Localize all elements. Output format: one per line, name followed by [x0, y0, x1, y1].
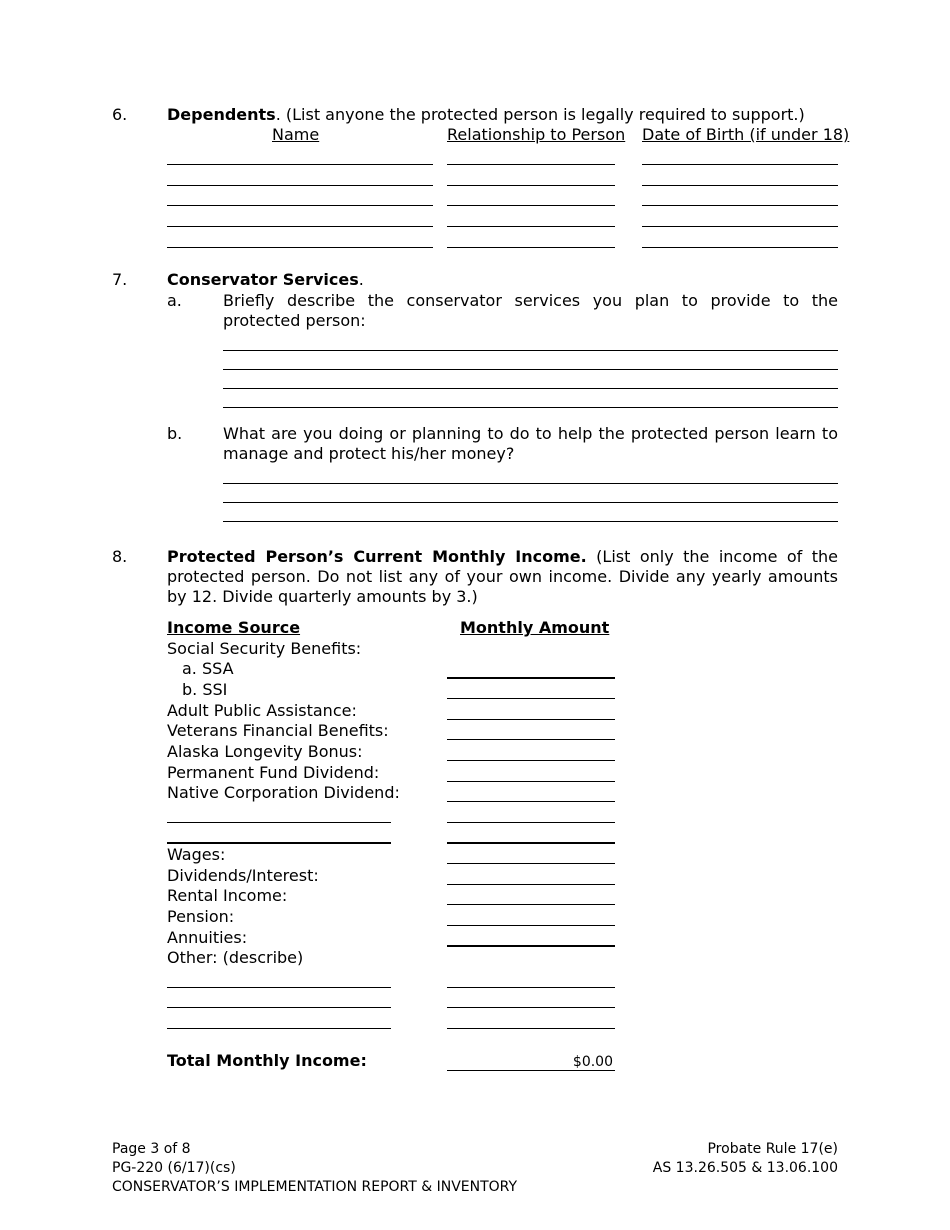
dependent-relationship-field[interactable]	[447, 205, 615, 206]
native-label: Native Corporation Dividend:	[167, 783, 400, 802]
amount-field[interactable]	[447, 945, 615, 947]
col-dob-header: Date of Birth (if under 18)	[642, 125, 850, 144]
income-source-blank[interactable]	[167, 822, 391, 823]
dependent-dob-field[interactable]	[642, 247, 838, 248]
section-6-instructions: . (List anyone the protected person is legally required to support.)	[275, 105, 805, 124]
dependent-name-field[interactable]	[167, 226, 433, 227]
services-answer-line[interactable]	[223, 369, 838, 370]
pension-label: Pension:	[167, 907, 235, 926]
services-answer-line[interactable]	[223, 388, 838, 389]
amount-field[interactable]	[447, 677, 615, 679]
footer-form-title: CONSERVATOR’S IMPLEMENTATION REPORT & INVENTORY	[112, 1179, 518, 1195]
ssi-label: b. SSI	[182, 680, 228, 699]
services-answer-line[interactable]	[223, 350, 838, 351]
section-6-number: 6.	[112, 105, 128, 124]
amount-field[interactable]	[447, 822, 615, 823]
income-source-header: Income Source	[167, 618, 301, 637]
income-source-blank[interactable]	[167, 842, 391, 844]
amount-field[interactable]	[447, 904, 615, 905]
amount-field[interactable]	[447, 1028, 615, 1029]
total-monthly-income-label: Total Monthly Income:	[167, 1051, 367, 1070]
footer-probate-rule: Probate Rule 17(e)	[707, 1141, 838, 1157]
pfd-label: Permanent Fund Dividend:	[167, 763, 380, 782]
total-monthly-income-value: $0.00	[572, 1054, 613, 1070]
dependent-dob-field[interactable]	[642, 164, 838, 165]
dependent-relationship-field[interactable]	[447, 226, 615, 227]
dependent-name-field[interactable]	[167, 164, 433, 165]
veterans-label: Veterans Financial Benefits:	[167, 721, 389, 740]
section-7b-letter: b.	[167, 424, 183, 443]
monthly-amount-header: Monthly Amount	[460, 618, 610, 637]
dividends-label: Dividends/Interest:	[167, 866, 319, 885]
section-7-title: Conservator Services	[167, 270, 359, 289]
money-answer-line[interactable]	[223, 502, 838, 503]
ssa-label: a. SSA	[182, 659, 234, 678]
amount-field[interactable]	[447, 739, 615, 740]
ss-benefits-label: Social Security Benefits:	[167, 639, 362, 658]
annuities-label: Annuities:	[167, 928, 248, 947]
dependent-relationship-field[interactable]	[447, 247, 615, 248]
section-8-instructions: (List only the income of the protected person. Do not list any of your own income. Divide any yearly amounts by 12. Divide quarterly amounts by 3.)	[167, 547, 838, 606]
section-8-heading	[167, 547, 838, 607]
amount-field[interactable]	[447, 884, 615, 885]
amount-field[interactable]	[447, 987, 615, 988]
amount-field[interactable]	[447, 781, 615, 782]
dependent-relationship-field[interactable]	[447, 164, 615, 165]
amount-field[interactable]	[447, 863, 615, 864]
amount-field[interactable]	[447, 719, 615, 720]
footer-page-number: Page 3 of 8	[112, 1141, 191, 1157]
money-answer-line[interactable]	[223, 521, 838, 522]
section-8-title: Protected Person’s Current Monthly Income.	[167, 547, 587, 566]
section-7a-question: Briefly describe the conservator services you plan to provide to the protected person:	[223, 291, 838, 330]
rental-label: Rental Income:	[167, 886, 288, 905]
section-6-heading	[167, 105, 805, 125]
footer-form-number: PG-220 (6/17)(cs)	[112, 1160, 236, 1176]
amount-field[interactable]	[447, 801, 615, 802]
services-answer-line[interactable]	[223, 407, 838, 408]
amount-field[interactable]	[447, 1007, 615, 1008]
amount-field[interactable]	[447, 842, 615, 844]
other-describe-line[interactable]	[167, 987, 391, 988]
amount-field[interactable]	[447, 760, 615, 761]
longevity-label: Alaska Longevity Bonus:	[167, 742, 363, 761]
adult-public-label: Adult Public Assistance:	[167, 701, 357, 720]
money-answer-line[interactable]	[223, 483, 838, 484]
total-amount-line	[447, 1070, 615, 1071]
dependent-relationship-field[interactable]	[447, 185, 615, 186]
dependent-dob-field[interactable]	[642, 205, 838, 206]
other-describe-line[interactable]	[167, 1007, 391, 1008]
section-7-number: 7.	[112, 270, 128, 289]
dependent-name-field[interactable]	[167, 247, 433, 248]
section-7b-question: What are you doing or planning to do to help the protected person learn to manage and protect his/her money?	[223, 424, 838, 463]
dependent-dob-field[interactable]	[642, 185, 838, 186]
other-label: Other: (describe)	[167, 948, 304, 967]
dependent-dob-field[interactable]	[642, 226, 838, 227]
section-7-heading	[167, 270, 364, 290]
other-describe-line[interactable]	[167, 1028, 391, 1029]
section-7a-letter: a.	[167, 291, 182, 310]
footer-statute: AS 13.26.505 & 13.06.100	[652, 1160, 838, 1176]
section-7-title-suffix: .	[358, 270, 364, 289]
section-8-number: 8.	[112, 547, 128, 566]
col-relationship-header: Relationship to Person	[447, 125, 626, 144]
dependent-name-field[interactable]	[167, 205, 433, 206]
col-name-header: Name	[272, 125, 320, 144]
wages-label: Wages:	[167, 845, 226, 864]
dependent-name-field[interactable]	[167, 185, 433, 186]
section-6-title: Dependents	[167, 105, 276, 124]
amount-field[interactable]	[447, 925, 615, 926]
amount-field[interactable]	[447, 698, 615, 699]
